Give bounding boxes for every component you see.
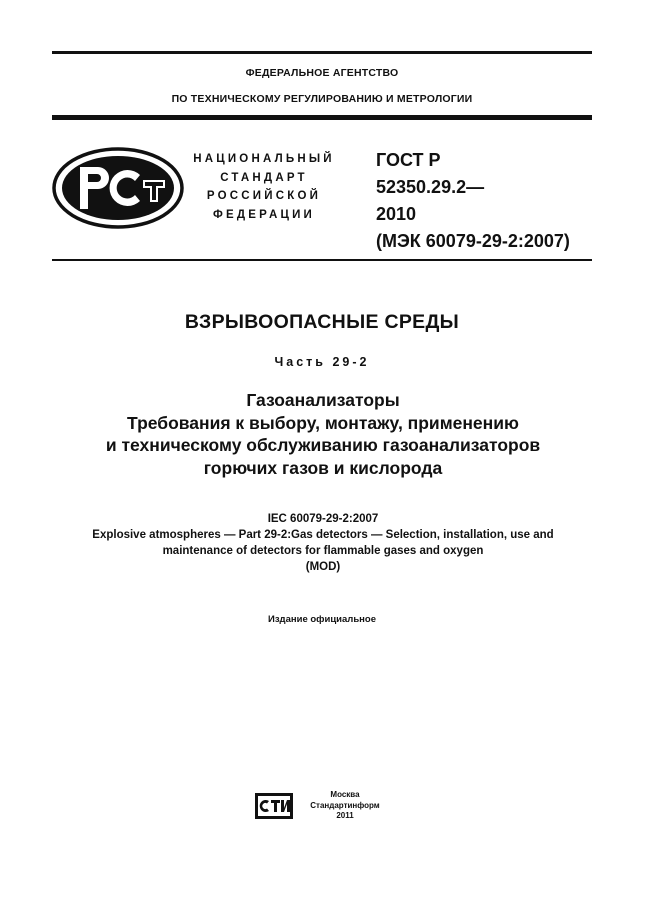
rst-logo: [52, 147, 184, 229]
gost-line-1: ГОСТ Р: [376, 150, 441, 170]
gost-line-3: 2010: [376, 204, 417, 224]
national-line-1: НАЦИОНАЛЬНЫЙ: [193, 153, 335, 165]
subtitle-line-2: Требования к выбору, монтажу, применению: [127, 412, 519, 433]
top-rule: [52, 51, 592, 54]
iec-title-line-2: maintenance of detectors for flammable gases and oxygen: [162, 545, 484, 557]
subtitle-line-3: и техническому обслуживанию газоанализаторов: [105, 435, 541, 455]
document-title: ВЗРЫВООПАСНЫЕ СРЕДЫ: [184, 311, 460, 333]
national-line-2: СТАНДАРТ: [220, 171, 308, 184]
subtitle-line-1: Газоанализаторы: [246, 390, 400, 410]
subtitle-line-4: горючих газов и кислорода: [203, 457, 443, 478]
national-standard-label: [172, 150, 356, 224]
gost-line-4: (МЭК 60079-29-2:2007): [376, 231, 570, 251]
iec-title-line-1: Explosive atmospheres — Part 29-2:Gas detectors — Selection, installation, use and: [92, 529, 554, 541]
agency-line-2: ПО ТЕХНИЧЕСКОМУ РЕГУЛИРОВАНИЮ И МЕТРОЛОГИИ: [171, 93, 473, 105]
national-line-3: РОССИЙСКОЙ: [206, 190, 322, 202]
edition-label: Издание официальное: [268, 614, 376, 625]
national-line-4: ФЕДЕРАЦИИ: [212, 208, 316, 221]
gost-line-2: 52350.29.2—: [376, 177, 485, 197]
publisher-imprint: [298, 790, 392, 822]
header-bottom-rule: [52, 115, 592, 120]
agency-line-1: ФЕДЕРАЛЬНОЕ АГЕНТСТВО: [245, 67, 399, 79]
publisher-city: Москва: [330, 790, 360, 799]
gost-designation: [376, 147, 592, 255]
iec-reference: [30, 511, 616, 575]
publisher-name: Стандартинформ: [310, 800, 380, 810]
iec-code: IEC 60079-29-2:2007: [267, 513, 379, 525]
iec-mod: (MOD): [305, 561, 341, 573]
publisher-year: 2011: [336, 811, 354, 820]
document-subtitle: [30, 389, 616, 479]
standard-block-rule: [52, 259, 592, 261]
part-label: Часть 29-2: [274, 355, 370, 369]
standartinform-logo: [254, 792, 294, 820]
